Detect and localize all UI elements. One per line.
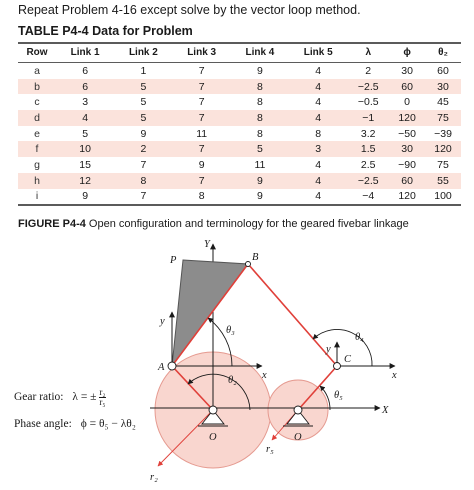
pin-a xyxy=(168,362,176,370)
table-cell: −50 xyxy=(398,127,416,140)
table-cell: 4 xyxy=(315,64,322,77)
label-P: P xyxy=(170,255,177,266)
phase-angle-equation xyxy=(14,418,136,430)
table-row xyxy=(18,126,461,142)
table-row xyxy=(18,173,461,189)
gear-ratio-fraction xyxy=(99,388,105,407)
table-cell: 9 xyxy=(140,127,147,140)
table-cell: 7 xyxy=(114,189,172,206)
gear-ratio-equation xyxy=(14,388,106,407)
gear-ratio-label: Gear ratio: xyxy=(14,391,64,404)
table-header-cell: Link 5 xyxy=(289,43,347,63)
label-X: X xyxy=(382,405,389,416)
table-cell: −90 xyxy=(398,158,416,171)
pin-c xyxy=(334,363,341,370)
label-theta2: θ₂ xyxy=(228,375,237,386)
data-table-container xyxy=(18,42,461,206)
figure-caption-number: FIGURE P4-4 xyxy=(18,218,86,230)
table-cell: 5 xyxy=(140,96,147,109)
table-cell: 11 xyxy=(254,158,266,171)
figure-caption xyxy=(18,218,409,230)
link-4 xyxy=(248,264,337,366)
table-cell: 75 xyxy=(437,158,449,171)
table-cell: 100 xyxy=(425,189,461,206)
table-row-label: a xyxy=(34,64,40,77)
table-header-cell: Link 2 xyxy=(114,43,172,63)
data-table xyxy=(18,42,461,206)
table-cell: 11 xyxy=(196,127,208,140)
table-cell: −2.5 xyxy=(347,173,389,189)
table-row xyxy=(18,94,461,110)
label-O2: O xyxy=(209,432,217,443)
table-cell: 3 xyxy=(289,141,347,157)
table-row xyxy=(18,79,461,95)
table-cell: 5 xyxy=(114,79,172,95)
table-row-label: i xyxy=(18,189,56,206)
label-theta4: θ₄ xyxy=(355,332,364,343)
problem-statement: Repeat Problem 4-16 except solve by the vector loop method. xyxy=(18,3,361,17)
table-cell: −4 xyxy=(347,189,389,206)
table-row xyxy=(18,141,461,157)
label-B: B xyxy=(252,252,259,263)
table-row-label: f xyxy=(18,141,56,157)
table-row xyxy=(18,189,461,206)
label-x-c: x xyxy=(392,370,397,381)
table-row-label: e xyxy=(34,127,40,140)
table-cell: 4 xyxy=(289,173,347,189)
table-cell: −2.5 xyxy=(347,79,389,95)
table-row xyxy=(18,157,461,173)
label-y-c: y xyxy=(326,344,331,355)
table-cell: 0 xyxy=(404,96,410,109)
table-cell: 4 xyxy=(315,96,322,109)
table-title: TABLE P4-4 Data for Problem xyxy=(18,24,193,38)
table-row-label: c xyxy=(34,96,40,109)
table-cell: 7 xyxy=(173,110,231,126)
table-cell: 120 xyxy=(425,141,461,157)
label-x-a: x xyxy=(262,370,267,381)
label-A: A xyxy=(158,362,165,373)
table-header-cell: Link 4 xyxy=(231,43,289,63)
table-cell: 7 xyxy=(140,158,147,171)
table-cell: 3.2 xyxy=(360,127,376,140)
table-cell: 9 xyxy=(56,189,114,206)
gear-ratio-numerator: r₂ xyxy=(99,387,106,397)
table-header-cell: ϕ xyxy=(389,43,425,63)
table-cell: 10 xyxy=(56,141,114,157)
table-cell: 55 xyxy=(425,173,461,189)
table-cell: −1 xyxy=(347,110,389,126)
table-cell: 9 xyxy=(257,64,263,77)
table-cell: 15 xyxy=(79,158,91,171)
table-header-cell: θ₂ xyxy=(425,43,461,63)
label-theta5: θ₅ xyxy=(334,390,343,401)
table-row-label: g xyxy=(34,158,40,171)
table-cell: 7 xyxy=(173,173,231,189)
table-row-label: b xyxy=(18,79,56,95)
table-cell: 4 xyxy=(289,189,347,206)
table-cell: 120 xyxy=(389,189,425,206)
table-cell: 5 xyxy=(82,127,89,140)
label-C: C xyxy=(344,354,352,365)
table-cell: 4 xyxy=(289,110,347,126)
table-cell: 5 xyxy=(114,110,172,126)
table-header-row xyxy=(18,43,461,63)
table-cell: 9 xyxy=(231,189,289,206)
gear-ratio-denominator: r₅ xyxy=(99,397,106,407)
table-row xyxy=(18,110,461,126)
label-r5: r₅ xyxy=(266,444,274,455)
figure-caption-text: Open configuration and terminology for the geared fivebar linkage xyxy=(85,218,409,230)
table-cell: 4 xyxy=(56,110,114,126)
table-cell: 45 xyxy=(437,96,449,109)
table-cell: 2.5 xyxy=(360,158,376,171)
table-cell: −39 xyxy=(434,127,452,140)
table-cell: 6 xyxy=(82,64,89,77)
table-cell: 8 xyxy=(257,127,263,140)
pin-b xyxy=(246,262,251,267)
table-cell: 4 xyxy=(315,158,322,171)
phase-angle-label: Phase angle: xyxy=(14,418,72,430)
table-row-label: h xyxy=(18,173,56,189)
table-cell: 2 xyxy=(365,64,372,77)
table-cell: 5 xyxy=(231,141,289,157)
table-cell: 7 xyxy=(173,141,231,157)
gear-ratio-lhs: λ = ± xyxy=(72,391,97,404)
table-cell: 60 xyxy=(389,79,425,95)
table-header-cell: Row xyxy=(18,43,56,63)
table-cell: 8 xyxy=(315,127,322,140)
table-cell: 7 xyxy=(198,64,205,77)
table-cell: 6 xyxy=(56,79,114,95)
table-cell: 8 xyxy=(231,110,289,126)
table-cell: 12 xyxy=(56,173,114,189)
label-r2: r₂ xyxy=(150,472,158,483)
table-header-cell: λ xyxy=(347,43,389,63)
table-cell: 1 xyxy=(140,64,147,77)
table-cell: 7 xyxy=(173,79,231,95)
table-body xyxy=(18,63,461,206)
table-cell: 8 xyxy=(173,189,231,206)
table-cell: 1.5 xyxy=(347,141,389,157)
label-O5: O xyxy=(294,432,302,443)
table-cell: 120 xyxy=(389,110,425,126)
table-cell: −0.5 xyxy=(357,96,379,109)
table-cell: 8 xyxy=(257,96,263,109)
table-cell: 75 xyxy=(425,110,461,126)
table-cell: 60 xyxy=(389,173,425,189)
table-row-label: d xyxy=(18,110,56,126)
label-y-a: y xyxy=(160,316,165,327)
table-cell: 7 xyxy=(198,96,205,109)
table-cell: 2 xyxy=(114,141,172,157)
table-cell: 60 xyxy=(437,64,449,77)
table-cell: 9 xyxy=(198,158,205,171)
label-Y: Y xyxy=(204,239,210,250)
table-cell: 8 xyxy=(114,173,172,189)
table-cell: 4 xyxy=(289,79,347,95)
table-cell: 30 xyxy=(425,79,461,95)
label-theta3: θ₃ xyxy=(226,325,235,336)
table-cell: 3 xyxy=(82,96,89,109)
table-cell: 30 xyxy=(389,141,425,157)
table-header-cell: Link 3 xyxy=(173,43,231,63)
table-cell: 9 xyxy=(231,173,289,189)
table-cell: 8 xyxy=(231,79,289,95)
table-cell: 30 xyxy=(401,64,413,77)
table-header-cell: Link 1 xyxy=(56,43,114,63)
table-row xyxy=(18,63,461,79)
phase-angle-formula: ϕ = θ₅ − λθ₂ xyxy=(80,418,136,430)
linkage-figure xyxy=(0,236,474,490)
